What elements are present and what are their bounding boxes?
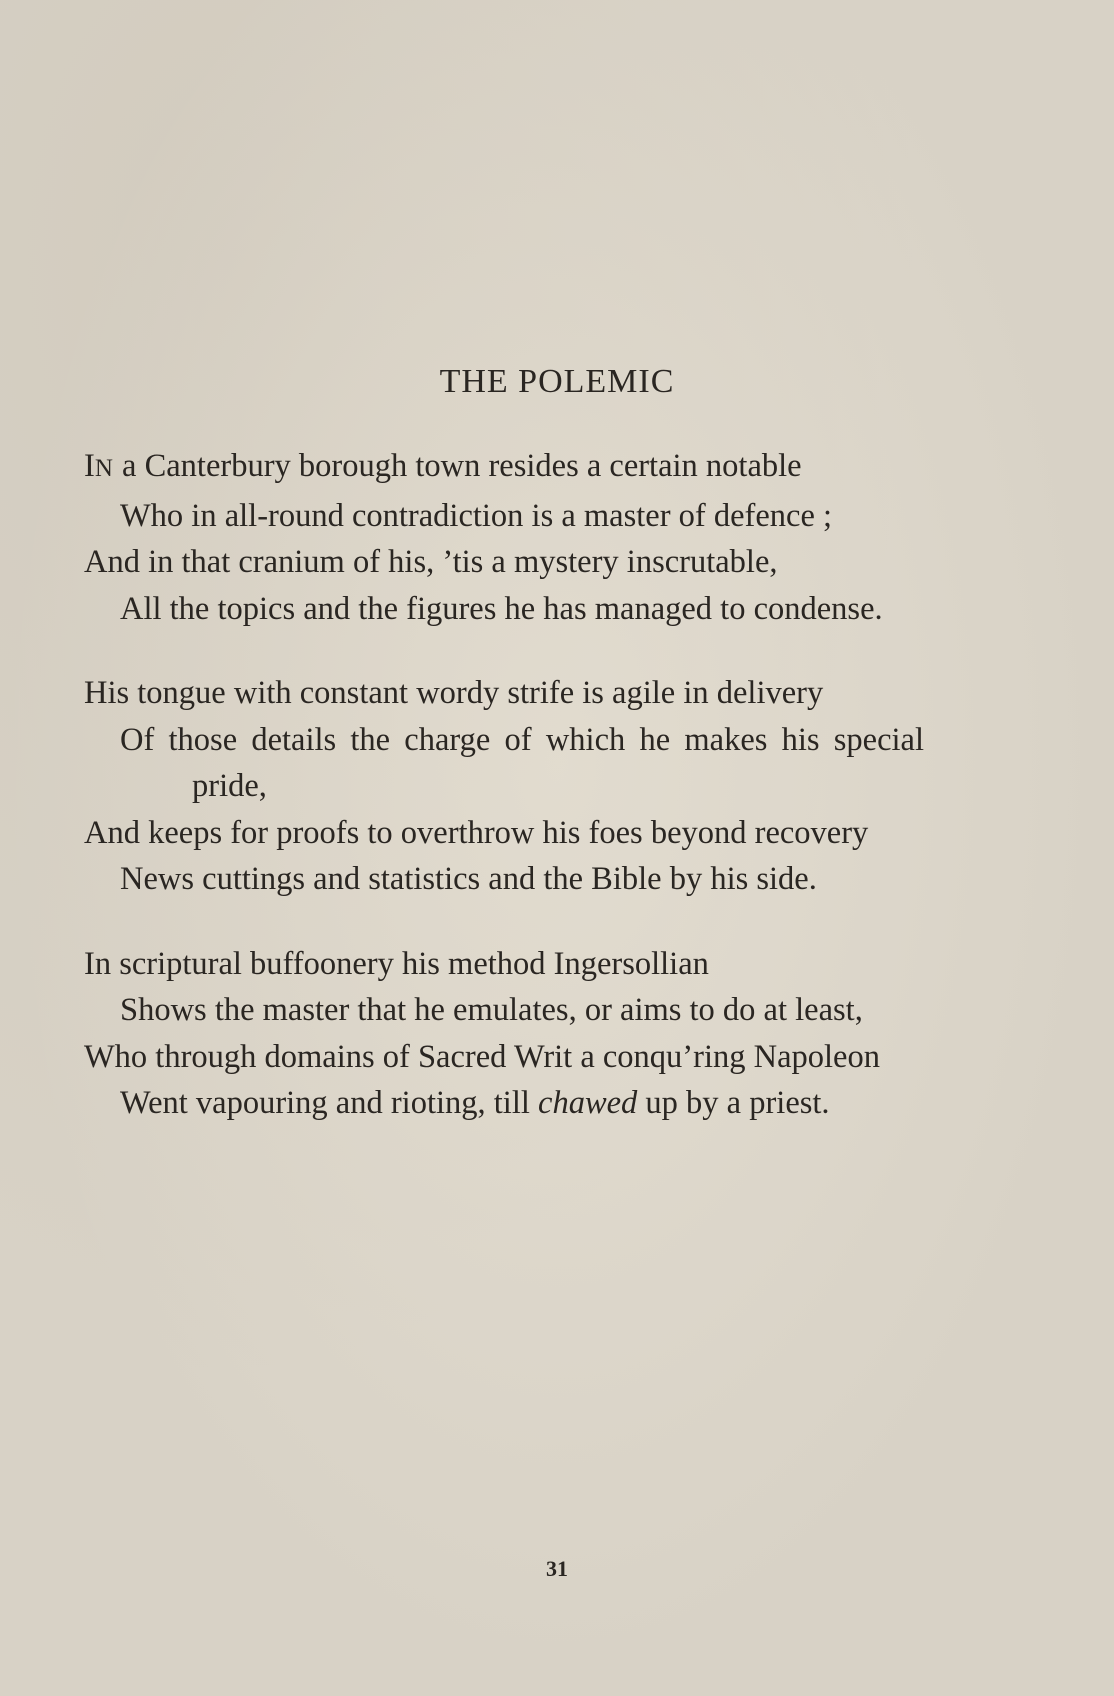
verse-line: All the topics and the figures he has managed to condense. xyxy=(120,590,883,627)
verse-line xyxy=(84,443,924,493)
verse-line: Shows the master that he emulates, or aims to do at least, xyxy=(120,992,863,1028)
verse-line-text: a Canterbury borough town resides a certain notable xyxy=(113,448,802,484)
verse-line: In scriptural buffoonery his method Ingersollian xyxy=(84,945,709,982)
stanza-2 xyxy=(84,670,924,903)
verse-line: And keeps for proofs to overthrow his foes beyond recovery xyxy=(84,814,869,851)
verse-line: Of those details the charge of which he makes his special pride, xyxy=(120,721,924,804)
stanza-3 xyxy=(84,941,924,1127)
verse-line: News cuttings and statistics and the Bible by his side. xyxy=(120,861,817,897)
stanza-1 xyxy=(84,443,924,632)
verse-line-text: up by a priest. xyxy=(637,1085,830,1121)
verse-line: Who in all-round contradiction is a master of defence ; xyxy=(120,497,833,534)
verse-line: His tongue with constant wordy strife is agile in delivery xyxy=(84,675,824,711)
small-cap: N xyxy=(94,455,114,482)
poem-body xyxy=(84,443,924,1165)
verse-line xyxy=(84,1080,924,1127)
page-number: 31 xyxy=(546,1556,568,1581)
italic-word: chawed xyxy=(538,1085,638,1121)
poem-title: THE POLEMIC xyxy=(439,363,675,400)
verse-line: And in that cranium of his, ’tis a mystery inscrutable, xyxy=(84,544,778,580)
verse-line-text: Went vapouring and rioting, till xyxy=(120,1085,539,1121)
verse-line: Who through domains of Sacred Writ a conqu’ring Napoleon xyxy=(84,1038,880,1075)
drop-cap: I xyxy=(84,448,95,484)
